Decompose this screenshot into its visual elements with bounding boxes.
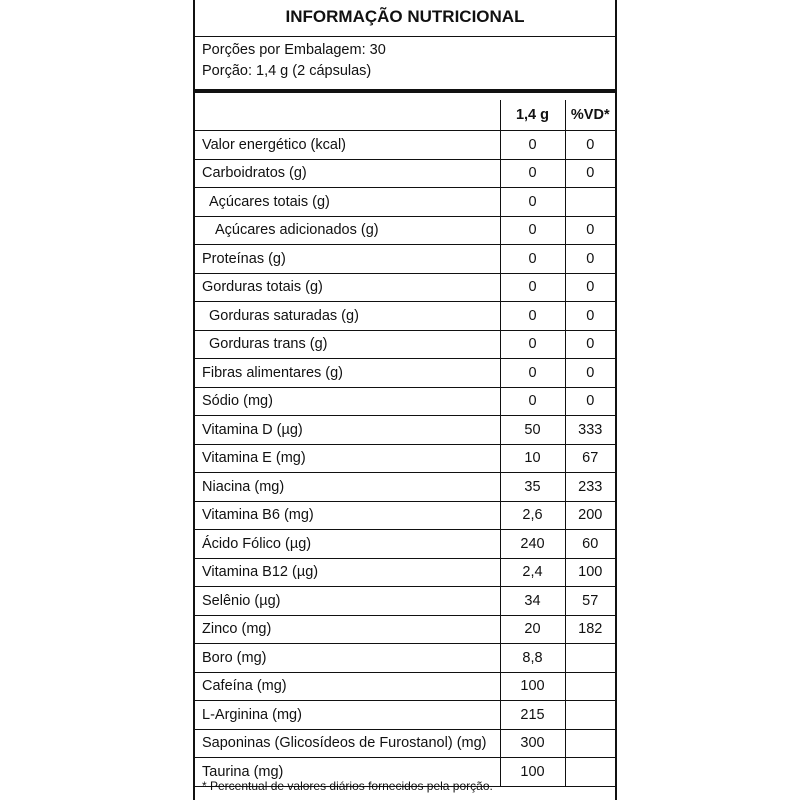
nutrient-dv: 0 [565,216,615,245]
nutrient-dv: 0 [565,245,615,274]
table-row [195,416,615,445]
header-nutrient [195,100,500,131]
table-row [195,701,615,730]
nutrient-dv: 0 [565,302,615,331]
nutrient-name: Proteínas (g) [195,245,500,274]
table-row [195,159,615,188]
title-divider [195,36,615,37]
nutrient-name: Ácido Fólico (µg) [195,530,500,559]
header-amount: 1,4 g [500,100,565,131]
nutrient-dv: 0 [565,131,615,160]
nutrient-amount: 0 [500,245,565,274]
nutrient-name: L-Arginina (mg) [195,701,500,730]
nutrient-name: Açúcares totais (g) [195,188,500,217]
nutrition-table [195,100,615,787]
nutrient-amount: 35 [500,473,565,502]
nutrient-amount: 20 [500,615,565,644]
nutrient-amount: 100 [500,758,565,787]
table-row [195,501,615,530]
nutrient-amount: 0 [500,159,565,188]
nutrient-dv: 0 [565,330,615,359]
nutrient-amount: 0 [500,302,565,331]
nutrient-dv: 57 [565,587,615,616]
table-row [195,530,615,559]
nutrient-name: Vitamina D (µg) [195,416,500,445]
nutrient-name: Niacina (mg) [195,473,500,502]
serving-size: Porção: 1,4 g (2 cápsulas) [202,63,372,79]
table-row [195,644,615,673]
nutrient-dv: 0 [565,159,615,188]
nutrient-amount: 0 [500,188,565,217]
table-row [195,558,615,587]
nutrient-name: Gorduras saturadas (g) [195,302,500,331]
nutrient-name: Taurina (mg) [195,758,500,787]
nutrient-dv [565,701,615,730]
nutrient-amount: 0 [500,273,565,302]
label-title: INFORMAÇÃO NUTRICIONAL [285,7,525,26]
nutrient-name: Vitamina B12 (µg) [195,558,500,587]
nutrient-amount: 215 [500,701,565,730]
nutrient-amount: 0 [500,359,565,388]
nutrient-dv: 67 [565,444,615,473]
nutrient-dv [565,758,615,787]
nutrient-dv [565,729,615,758]
nutrient-amount: 100 [500,672,565,701]
table-row [195,188,615,217]
nutrient-name: Cafeína (mg) [195,672,500,701]
table-row [195,216,615,245]
nutrient-amount: 50 [500,416,565,445]
table-row [195,387,615,416]
nutrient-name: Saponinas (Glicosídeos de Furostanol) (mg) [195,729,500,758]
nutrient-amount: 0 [500,131,565,160]
nutrient-amount: 2,6 [500,501,565,530]
nutrient-dv: 60 [565,530,615,559]
table-row [195,330,615,359]
nutrient-amount: 240 [500,530,565,559]
nutrient-name: Gorduras trans (g) [195,330,500,359]
table-row [195,672,615,701]
nutrient-amount: 2,4 [500,558,565,587]
nutrition-label [193,0,617,800]
thick-divider [195,89,615,93]
nutrient-amount: 0 [500,387,565,416]
table-row [195,473,615,502]
table-row [195,245,615,274]
nutrient-dv: 182 [565,615,615,644]
nutrient-name: Boro (mg) [195,644,500,673]
nutrient-amount: 0 [500,216,565,245]
nutrient-amount: 0 [500,330,565,359]
table-row [195,729,615,758]
servings-per-package: Porções por Embalagem: 30 [202,42,386,58]
nutrient-name: Valor energético (kcal) [195,131,500,160]
nutrient-dv: 0 [565,359,615,388]
header-dv: %VD* [565,100,615,131]
nutrient-dv: 200 [565,501,615,530]
table-row [195,587,615,616]
nutrient-dv [565,188,615,217]
table-row [195,444,615,473]
table-row [195,615,615,644]
nutrient-amount: 34 [500,587,565,616]
table-row [195,273,615,302]
footnote: * Percentual de valores diários fornecidos pela porção. [202,779,493,793]
table-row [195,359,615,388]
nutrient-amount: 300 [500,729,565,758]
nutrient-amount: 8,8 [500,644,565,673]
nutrient-name: Selênio (µg) [195,587,500,616]
table-body [195,131,615,787]
nutrient-dv: 0 [565,387,615,416]
table-row [195,302,615,331]
nutrient-name: Zinco (mg) [195,615,500,644]
table-header-row [195,100,615,131]
nutrient-dv: 0 [565,273,615,302]
nutrient-name: Sódio (mg) [195,387,500,416]
nutrient-dv [565,644,615,673]
nutrient-dv [565,672,615,701]
nutrient-amount: 10 [500,444,565,473]
nutrient-name: Carboidratos (g) [195,159,500,188]
nutrient-dv: 233 [565,473,615,502]
nutrient-name: Açúcares adicionados (g) [195,216,500,245]
nutrient-name: Vitamina E (mg) [195,444,500,473]
nutrient-name: Fibras alimentares (g) [195,359,500,388]
nutrient-dv: 333 [565,416,615,445]
nutrient-name: Vitamina B6 (mg) [195,501,500,530]
nutrient-dv: 100 [565,558,615,587]
table-row [195,131,615,160]
nutrient-name: Gorduras totais (g) [195,273,500,302]
